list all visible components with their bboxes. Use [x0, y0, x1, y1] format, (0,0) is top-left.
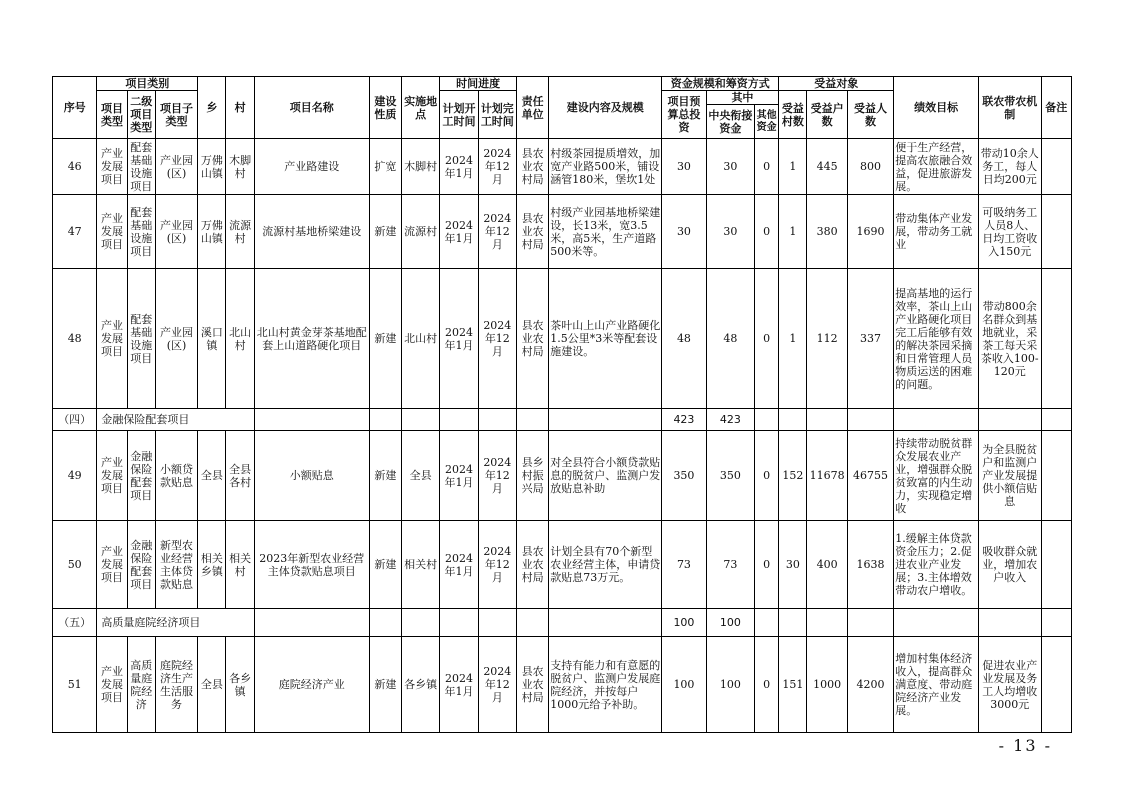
row-ben-households: 400: [807, 521, 847, 609]
row-plan-start: 2024年1月: [440, 269, 478, 409]
row-nature: 新建: [369, 269, 401, 409]
row-location: 全县: [402, 431, 440, 521]
col-beneficiaries: 受益对象: [779, 77, 894, 91]
section-budget: 423: [662, 409, 706, 431]
row-project-name: 庭院经济产业: [254, 637, 369, 733]
section-row: [53, 609, 1072, 637]
section-title: 高质量庭院经济项目: [97, 609, 254, 637]
row-content: 村级茶园提质增效，加宽产业路500米，铺设涵管180米，堡坎1处: [549, 139, 662, 195]
row-nature: 新建: [369, 521, 401, 609]
row-remark: [1041, 269, 1071, 409]
row-budget: 30: [662, 139, 706, 195]
row-village: 相关村: [226, 521, 254, 609]
row-sub-type: 产业园(区): [155, 195, 197, 269]
row-central-funds: 73: [706, 521, 754, 609]
row-other-funds: 0: [755, 521, 779, 609]
table-row: [53, 195, 1072, 269]
row-township: 万佛山镇: [198, 195, 226, 269]
row-township: 相关乡镇: [198, 521, 226, 609]
row-content: 村级产业园基地桥梁建设，长13米，宽3.5米，高5米，生产道路500米等。: [549, 195, 662, 269]
row-plan-start: 2024年1月: [440, 139, 478, 195]
row-ben-people: 1638: [847, 521, 893, 609]
col-performance: 绩效目标: [894, 77, 979, 139]
col-seq: 序号: [53, 77, 97, 139]
row-linkage: 促进农业产业发展及务工人均增收3000元: [979, 637, 1042, 733]
col-of-which: 其中: [706, 91, 779, 105]
row-village: 各乡镇: [226, 637, 254, 733]
row-sub2-type: 配套基础设施项目: [127, 269, 155, 409]
row-remark: [1041, 521, 1071, 609]
row-nature: 新建: [369, 431, 401, 521]
row-location: 流源村: [402, 195, 440, 269]
row-content: 计划全县有70个新型农业经营主体，申请贷款贴息73万元。: [549, 521, 662, 609]
row-sub2-type: 金融保险配套项目: [127, 431, 155, 521]
row-ben-people: 4200: [847, 637, 893, 733]
row-budget: 30: [662, 195, 706, 269]
table-row: [53, 139, 1072, 195]
col-sub2-type: 二级项目类型: [127, 91, 155, 139]
col-nature: 建设性质: [369, 77, 401, 139]
col-township: 乡: [198, 77, 226, 139]
row-nature: 新建: [369, 195, 401, 269]
row-other-funds: 0: [755, 139, 779, 195]
section-title: 金融保险配套项目: [97, 409, 254, 431]
col-location: 实施地点: [402, 77, 440, 139]
col-category: 项目类别: [97, 77, 198, 91]
row-remark: [1041, 637, 1071, 733]
row-sub2-type: 高质量庭院经济: [127, 637, 155, 733]
row-plan-start: 2024年1月: [440, 431, 478, 521]
row-project-name: 流源村基地桥梁建设: [254, 195, 369, 269]
row-responsible: 县农业农村局: [516, 269, 548, 409]
row-responsible: 县农业农村局: [516, 195, 548, 269]
row-project-type: 产业发展项目: [97, 195, 127, 269]
col-ben-households: 受益户数: [807, 91, 847, 139]
row-sub2-type: 配套基础设施项目: [127, 139, 155, 195]
row-project-name: 产业路建设: [254, 139, 369, 195]
row-sub-type: 新型农业经营主体贷款贴息: [155, 521, 197, 609]
row-central-funds: 30: [706, 139, 754, 195]
row-other-funds: 0: [755, 195, 779, 269]
row-sub-type: 庭院经济生产生活服务: [155, 637, 197, 733]
row-ben-people: 800: [847, 139, 893, 195]
section-central: 423: [706, 409, 754, 431]
row-seq: 50: [53, 521, 97, 609]
row-central-funds: 350: [706, 431, 754, 521]
row-sub-type: 产业园(区): [155, 269, 197, 409]
col-village: 村: [226, 77, 254, 139]
row-budget: 73: [662, 521, 706, 609]
row-township: 万佛山镇: [198, 139, 226, 195]
row-other-funds: 0: [755, 269, 779, 409]
row-project-name: 北山村黄金芽茶基地配套上山道路硬化项目: [254, 269, 369, 409]
row-linkage: 为全县脱贫户和监测户产业发展提供小额信贴息: [979, 431, 1042, 521]
row-other-funds: 0: [755, 431, 779, 521]
col-ben-people: 受益人数: [847, 91, 893, 139]
row-performance: 带动集体产业发展，带动务工就业: [894, 195, 979, 269]
row-central-funds: 48: [706, 269, 754, 409]
row-other-funds: 0: [755, 637, 779, 733]
row-nature: 新建: [369, 637, 401, 733]
row-project-name: 2023年新型农业经营主体贷款贴息项目: [254, 521, 369, 609]
row-ben-households: 112: [807, 269, 847, 409]
row-content: 支持有能力和有意愿的脱贫户、监测户发展庭院经济，并按每户1000元给予补助。: [549, 637, 662, 733]
row-project-type: 产业发展项目: [97, 521, 127, 609]
col-project-name: 项目名称: [254, 77, 369, 139]
row-content: 茶叶山上山产业路硬化1.5公里*3米等配套设施建设。: [549, 269, 662, 409]
row-seq: 46: [53, 139, 97, 195]
row-village: 全县各村: [226, 431, 254, 521]
col-ben-villages: 受益村数: [779, 91, 807, 139]
row-sub2-type: 配套基础设施项目: [127, 195, 155, 269]
project-table: [52, 76, 1072, 733]
row-project-name: 小额贴息: [254, 431, 369, 521]
row-ben-households: 11678: [807, 431, 847, 521]
row-plan-end: 2024年12月: [478, 431, 516, 521]
col-schedule: 时间进度: [440, 77, 517, 91]
row-nature: 扩宽: [369, 139, 401, 195]
row-ben-villages: 30: [779, 521, 807, 609]
row-project-type: 产业发展项目: [97, 431, 127, 521]
row-ben-people: 1690: [847, 195, 893, 269]
row-location: 北山村: [402, 269, 440, 409]
row-performance: 1.缓解主体贷款资金压力；2.促进农业产业发展；3.主体增效带动农户增收。: [894, 521, 979, 609]
row-linkage: 带动10余人务工，每人日均200元: [979, 139, 1042, 195]
row-project-type: 产业发展项目: [97, 637, 127, 733]
row-ben-villages: 1: [779, 195, 807, 269]
section-central: 100: [706, 609, 754, 637]
row-plan-end: 2024年12月: [478, 637, 516, 733]
section-row: [53, 409, 1072, 431]
row-remark: [1041, 431, 1071, 521]
row-ben-villages: 1: [779, 269, 807, 409]
col-remarks: 备注: [1041, 77, 1071, 139]
row-seq: 49: [53, 431, 97, 521]
row-village: 北山村: [226, 269, 254, 409]
row-linkage: 吸收群众就业，增加农户收入: [979, 521, 1042, 609]
col-plan-end: 计划完工时间: [478, 91, 516, 139]
row-ben-people: 337: [847, 269, 893, 409]
row-remark: [1041, 139, 1071, 195]
row-village: 流源村: [226, 195, 254, 269]
row-ben-villages: 152: [779, 431, 807, 521]
row-linkage: 带动800余名群众到基地就业，采茶工每天采茶收入100-120元: [979, 269, 1042, 409]
row-responsible: 县农业农村局: [516, 521, 548, 609]
row-central-funds: 30: [706, 195, 754, 269]
col-funding: 资金规模和筹资方式: [662, 77, 779, 91]
row-plan-end: 2024年12月: [478, 195, 516, 269]
row-township: 全县: [198, 431, 226, 521]
row-location: 各乡镇: [402, 637, 440, 733]
row-performance: 便于生产经营，提高农旅融合效益，促进旅游发展。: [894, 139, 979, 195]
row-seq: 51: [53, 637, 97, 733]
row-township: 溪口镇: [198, 269, 226, 409]
row-central-funds: 100: [706, 637, 754, 733]
col-linkage: 联农带农机制: [979, 77, 1042, 139]
row-ben-households: 380: [807, 195, 847, 269]
col-content: 建设内容及规模: [549, 77, 662, 139]
row-location: 木脚村: [402, 139, 440, 195]
row-performance: 增加村集体经济收入，提高群众满意度、带动庭院经济产业发展。: [894, 637, 979, 733]
row-ben-villages: 1: [779, 139, 807, 195]
row-performance: 提高基地的运行效率，茶山上山产业路硬化项目完工后能够有效的解决茶园采摘和日常管理人员物质运送的困难的问题。: [894, 269, 979, 409]
row-seq: 47: [53, 195, 97, 269]
row-ben-people: 46755: [847, 431, 893, 521]
row-ben-households: 445: [807, 139, 847, 195]
row-sub-type: 小额贷款贴息: [155, 431, 197, 521]
row-seq: 48: [53, 269, 97, 409]
row-plan-start: 2024年1月: [440, 521, 478, 609]
row-plan-end: 2024年12月: [478, 269, 516, 409]
row-responsible: 县乡村振兴局: [516, 431, 548, 521]
row-budget: 48: [662, 269, 706, 409]
row-budget: 100: [662, 637, 706, 733]
row-ben-villages: 151: [779, 637, 807, 733]
row-linkage: 可吸纳务工人员8人、日均工资收入150元: [979, 195, 1042, 269]
col-plan-start: 计划开工时间: [440, 91, 478, 139]
row-plan-start: 2024年1月: [440, 637, 478, 733]
row-performance: 持续带动脱贫群众发展农业产业，增强群众脱贫致富的内生动力，实现稳定增收: [894, 431, 979, 521]
table-row: [53, 521, 1072, 609]
row-remark: [1041, 195, 1071, 269]
col-sub-type: 项目子类型: [155, 91, 197, 139]
row-location: 相关村: [402, 521, 440, 609]
row-content: 对全县符合小额贷款贴息的脱贫户、监测户发放贴息补助: [549, 431, 662, 521]
col-budget-total: 项目预算总投资: [662, 91, 706, 139]
section-budget: 100: [662, 609, 706, 637]
col-other-funds: 其他资金: [755, 105, 779, 139]
row-responsible: 县农业农村局: [516, 637, 548, 733]
table-row: [53, 269, 1072, 409]
table-row: [53, 637, 1072, 733]
table-row: [53, 431, 1072, 521]
row-budget: 350: [662, 431, 706, 521]
row-responsible: 县农业农村局: [516, 139, 548, 195]
row-plan-start: 2024年1月: [440, 195, 478, 269]
col-central-funds: 中央衔接资金: [706, 105, 754, 139]
row-plan-end: 2024年12月: [478, 521, 516, 609]
row-sub2-type: 金融保险配套项目: [127, 521, 155, 609]
page-number: - 13 -: [998, 736, 1052, 755]
row-ben-households: 1000: [807, 637, 847, 733]
col-project-type: 项目类型: [97, 91, 127, 139]
row-township: 全县: [198, 637, 226, 733]
row-project-type: 产业发展项目: [97, 139, 127, 195]
section-label: （四）: [53, 409, 97, 431]
row-project-type: 产业发展项目: [97, 269, 127, 409]
row-plan-end: 2024年12月: [478, 139, 516, 195]
section-label: （五）: [53, 609, 97, 637]
row-sub-type: 产业园(区): [155, 139, 197, 195]
row-village: 木脚村: [226, 139, 254, 195]
col-responsible: 责任单位: [516, 77, 548, 139]
